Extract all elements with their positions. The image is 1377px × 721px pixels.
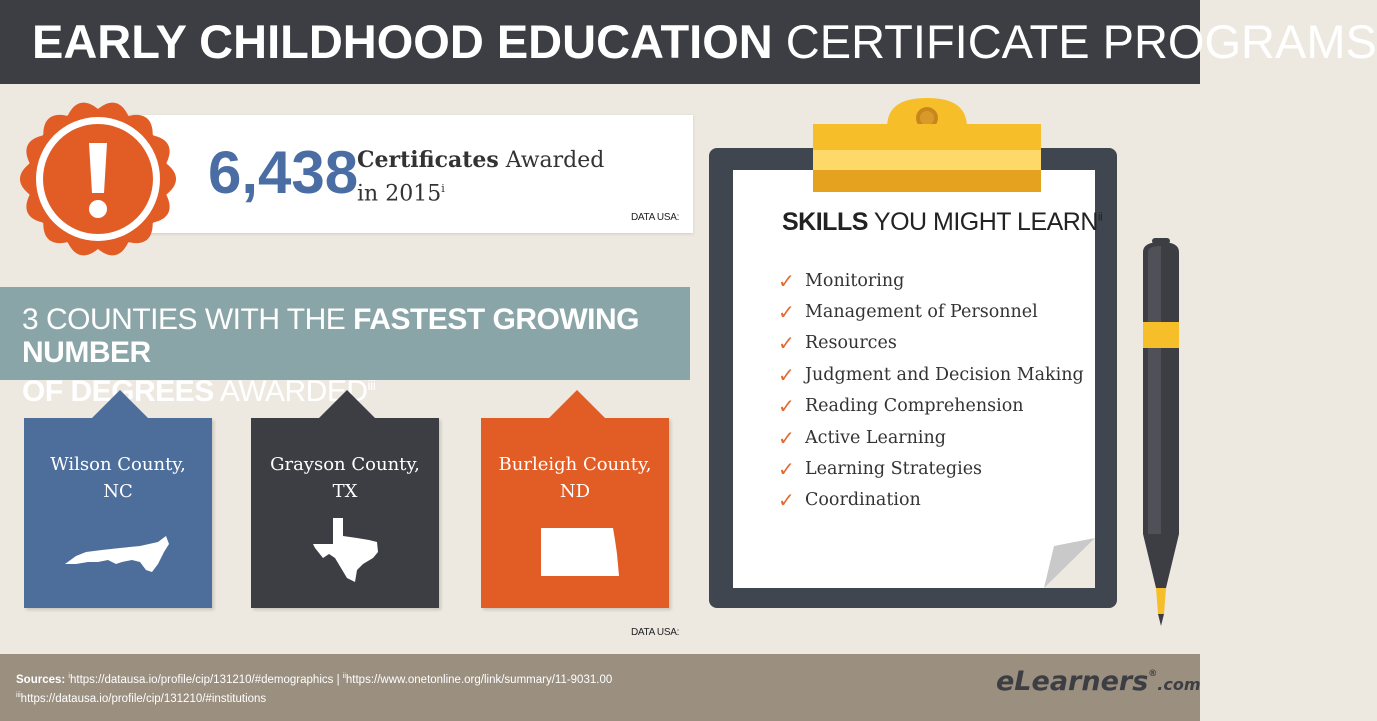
- certificates-count: 6,438: [208, 139, 359, 206]
- north-dakota-icon: [539, 526, 621, 578]
- heading-bold: FASTEST GROWING NUMBER: [22, 303, 639, 369]
- card-pointer: [90, 390, 150, 420]
- skill-label: Monitoring: [805, 270, 905, 291]
- page-curl-icon: [1044, 538, 1095, 588]
- footnote-marker: ii: [342, 673, 346, 680]
- skill-label: Active Learning: [805, 427, 946, 448]
- checkmark-icon: ✓: [778, 425, 795, 450]
- county-name: [24, 451, 212, 505]
- exclamation-badge-icon: [14, 95, 182, 263]
- page-title: [32, 14, 1377, 70]
- skills-word: SKILLS: [782, 208, 868, 236]
- footnote-marker: iii: [367, 377, 376, 393]
- data-usa-logo: DATA USA:: [631, 627, 680, 638]
- skills-title: [782, 208, 1102, 237]
- checkmark-icon: ✓: [778, 394, 795, 419]
- logo-suffix: .com: [1157, 675, 1201, 694]
- data-usa-logo: DATA USA:: [631, 212, 680, 223]
- footnote-marker: ii: [1097, 209, 1103, 224]
- skill-item: [778, 359, 1084, 390]
- pen-icon: [1138, 238, 1184, 626]
- north-carolina-icon: [62, 526, 172, 576]
- skill-label: Learning Strategies: [805, 459, 983, 480]
- county-name-line1: Wilson County,: [50, 454, 186, 475]
- heading-bold-2: OF DEGREES: [22, 375, 214, 408]
- skill-label: Resources: [805, 333, 897, 354]
- year-text: in 2015: [357, 181, 442, 207]
- skill-label: Coordination: [805, 490, 921, 511]
- certificates-word: Certificates: [357, 147, 499, 173]
- counties-banner: [0, 287, 690, 408]
- header-bar: [0, 0, 1377, 84]
- heading-light-2: AWARDED: [213, 375, 368, 408]
- card-pointer: [547, 390, 607, 420]
- logo-main: eLearners: [996, 666, 1149, 697]
- source-link-3[interactable]: https://datausa.io/profile/cip/131210/#institutions: [20, 692, 267, 705]
- heading-light: 3 COUNTIES WITH THE: [22, 303, 354, 336]
- skill-item: [778, 296, 1084, 327]
- skills-title-rest: YOU MIGHT LEARN: [867, 208, 1098, 236]
- texas-icon: [311, 516, 381, 584]
- skill-item: [778, 391, 1084, 422]
- skill-item: [778, 265, 1084, 296]
- footnote-marker: iii: [16, 691, 21, 699]
- skill-label: Reading Comprehension: [805, 396, 1024, 417]
- checkmark-icon: ✓: [778, 268, 795, 293]
- county-state: TX: [332, 481, 358, 502]
- checkmark-icon: ✓: [778, 362, 795, 387]
- county-card-wilson: [24, 418, 212, 608]
- logo-registered: ®: [1148, 669, 1158, 679]
- county-name: [481, 451, 669, 505]
- skill-item: [778, 485, 1084, 516]
- skill-label: Management of Personnel: [805, 302, 1038, 323]
- checkmark-icon: ✓: [778, 488, 795, 513]
- skill-item: [778, 453, 1084, 484]
- source-link-2[interactable]: https://www.onetonline.org/link/summary/11-9031.00: [345, 673, 613, 686]
- footnote-marker: i: [441, 182, 445, 195]
- source-link-1[interactable]: https://datausa.io/profile/cip/131210/#demographics |: [69, 673, 343, 686]
- card-pointer: [317, 390, 377, 420]
- skill-item: [778, 328, 1084, 359]
- sources-label: Sources:: [16, 673, 66, 686]
- county-state: ND: [559, 481, 591, 502]
- clipboard-clip-icon: [813, 96, 1041, 192]
- skills-list: [778, 265, 1084, 516]
- footnote-marker: i: [68, 673, 70, 680]
- checkmark-icon: ✓: [778, 300, 795, 325]
- certificates-label: [357, 146, 604, 208]
- county-card-grayson: [251, 418, 439, 608]
- skill-label: Judgment and Decision Making: [805, 364, 1084, 385]
- skill-item: [778, 422, 1084, 453]
- sources-text: [16, 669, 612, 707]
- county-name: [251, 451, 439, 505]
- title-bold: EARLY CHILDHOOD EDUCATION: [32, 15, 773, 68]
- county-name-line1: Burleigh County,: [498, 454, 652, 475]
- county-name-line1: Grayson County,: [270, 454, 420, 475]
- elearners-logo[interactable]: [996, 666, 1201, 697]
- checkmark-icon: ✓: [778, 457, 795, 482]
- county-card-burleigh: [481, 418, 669, 608]
- county-state: NC: [103, 481, 133, 502]
- checkmark-icon: ✓: [778, 331, 795, 356]
- title-light: CERTIFICATE PROGRAMS: [785, 15, 1377, 68]
- awarded-word: Awarded: [498, 148, 605, 173]
